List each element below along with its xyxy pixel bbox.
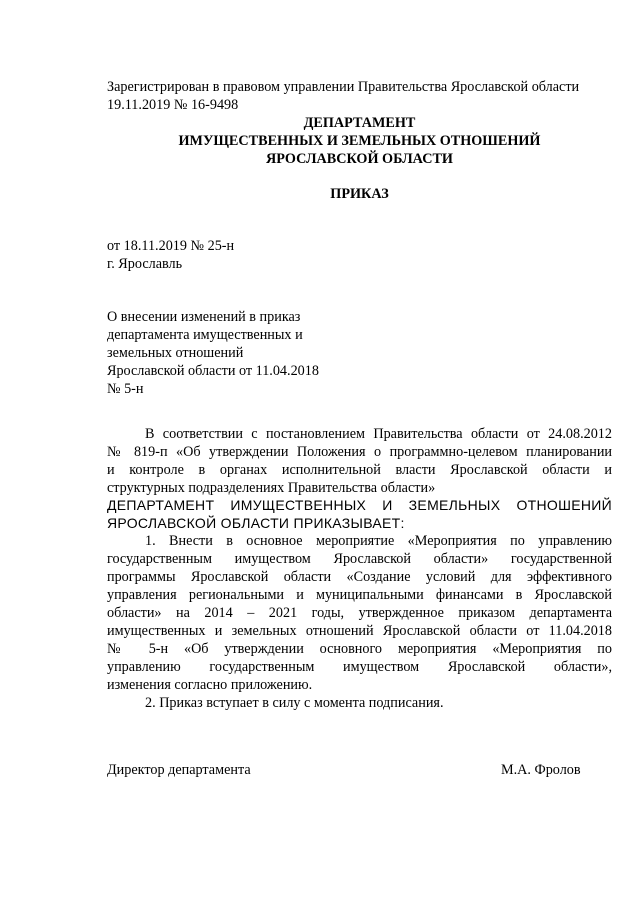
subject-line: земельных отношений: [107, 345, 244, 361]
signature-position: Директор департамента: [107, 762, 251, 778]
registration-line-1: Зарегистрирован в правовом управлении Правительства Ярославской области: [107, 79, 580, 95]
header-line-1: ДЕПАРТАМЕНТ: [303, 115, 416, 131]
orders-line: ДЕПАРТАМЕНТ ИМУЩЕСТВЕННЫХ И ЗЕМЕЛЬНЫХ ОТНОШЕНИЙ: [107, 497, 612, 513]
preamble-line: № 819-п «Об утверждении Положения о программно-целевом планировании: [107, 444, 612, 460]
item2-line: 2. Приказ вступает в силу с момента подписания.: [145, 695, 444, 711]
registration-line-2: 19.11.2019 № 16-9498: [107, 97, 239, 113]
subject-line: О внесении изменений в приказ: [107, 309, 301, 325]
preamble-line: и контроле в органах исполнительной власти Ярославской области и: [107, 462, 612, 478]
signature-name: М.А. Фролов: [501, 762, 581, 778]
subject-line: № 5-н: [107, 381, 144, 397]
doc-type-title: ПРИКАЗ: [330, 186, 389, 202]
item1-line: изменения согласно приложению.: [107, 677, 313, 693]
item1-line: области» на 2014 – 2021 годы, утвержденное приказом департамента: [107, 605, 612, 621]
order-date-number: от 18.11.2019 № 25-н: [107, 238, 235, 254]
order-city: г. Ярославль: [107, 256, 183, 272]
item1-line: государственным имуществом Ярославской области» государственной: [107, 551, 612, 567]
subject-line: Ярославской области от 11.04.2018: [107, 363, 319, 379]
header-line-2: ИМУЩЕСТВЕННЫХ И ЗЕМЕЛЬНЫХ ОТНОШЕНИЙ: [178, 133, 541, 149]
item1-line: управлению государственным имуществом Ярославской области»,: [107, 659, 612, 675]
item1-line: управления региональными и муниципальными финансами в Ярославской: [107, 587, 612, 603]
item1-line: 1. Внести в основное мероприятие «Мероприятия по управлению: [145, 533, 612, 549]
item1-line: № 5-н «Об утверждении основного мероприятия «Мероприятия по: [107, 641, 612, 657]
orders-line: ЯРОСЛАВСКОЙ ОБЛАСТИ ПРИКАЗЫВАЕТ:: [107, 515, 405, 531]
subject-line: департамента имущественных и: [107, 327, 303, 343]
preamble-line: В соответствии с постановлением Правительства области от 24.08.2012: [145, 426, 612, 442]
header-line-3: ЯРОСЛАВСКОЙ ОБЛАСТИ: [266, 151, 453, 167]
item1-line: программы Ярославской области «Создание условий для эффективного: [107, 569, 612, 585]
preamble-line: структурных подразделениях Правительства области»: [107, 480, 436, 496]
item1-line: имущественных и земельных отношений Ярославской области от 11.04.2018: [107, 623, 612, 639]
